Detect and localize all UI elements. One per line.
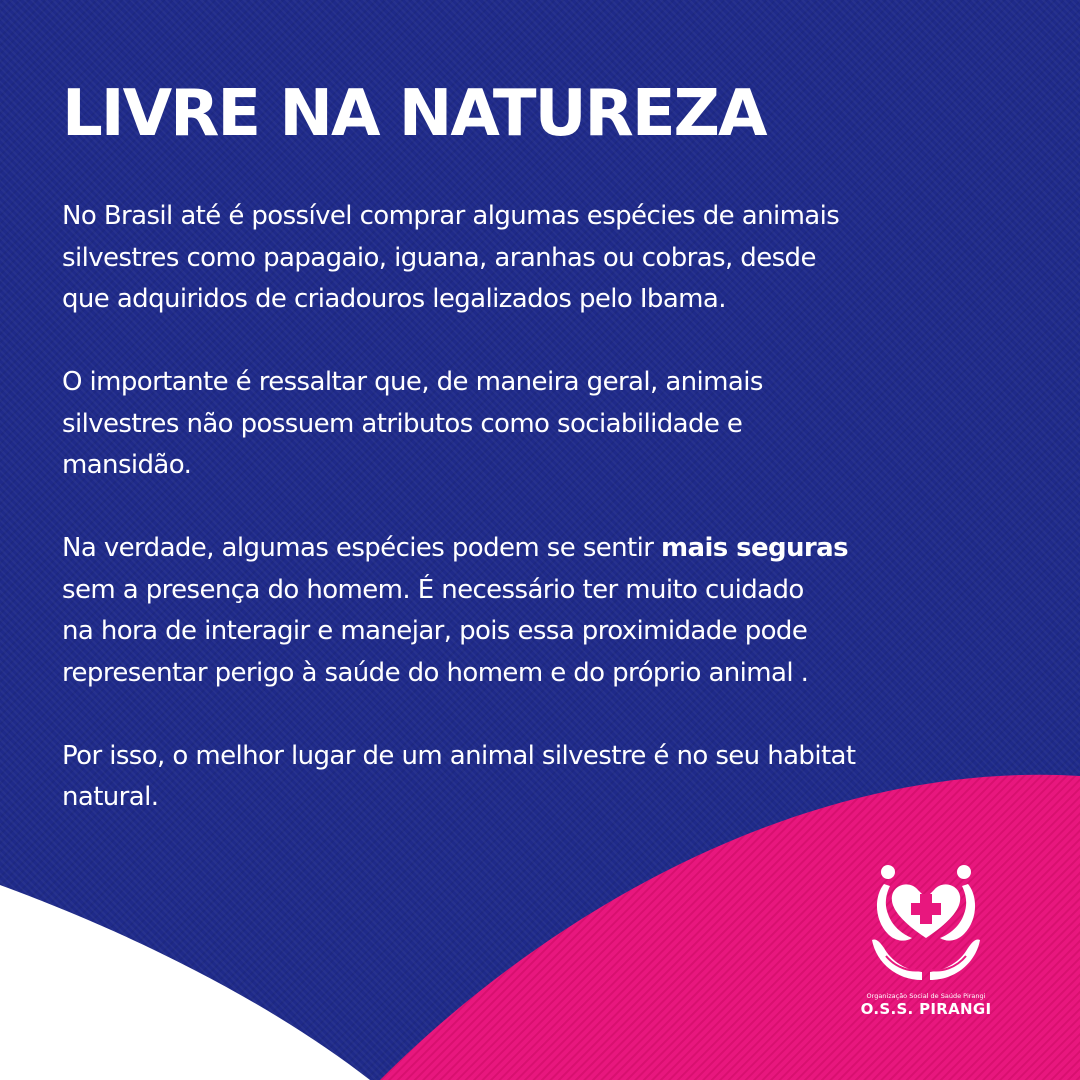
paragraph-2 xyxy=(62,362,942,487)
text-line: sem a presença do homem. É necessário ter muito cuidado xyxy=(62,574,804,605)
text-line: No Brasil até é possível comprar algumas espécies de animais xyxy=(62,201,840,231)
logo-name: O.S.S. PIRANGI xyxy=(860,1000,992,1018)
text-line xyxy=(62,528,942,570)
text-line: mansidão. xyxy=(62,450,192,480)
text-line: que adquiridos de criadouros legalizados pelo Ibama. xyxy=(62,284,726,314)
text-line: silvestres não possuem atributos como sociabilidade e xyxy=(62,408,743,439)
paragraph-1 xyxy=(62,196,942,321)
heart-cross-hands-icon xyxy=(866,862,986,990)
paragraph-3 xyxy=(62,528,942,694)
text-segment: Na verdade, algumas espécies podem se sentir xyxy=(62,533,662,563)
emphasis-text: mais seguras xyxy=(661,533,848,563)
text-line: representar perigo à saúde do homem e do próprio animal . xyxy=(62,657,809,688)
body-text xyxy=(62,196,942,860)
text-line: natural. xyxy=(62,782,159,812)
text-line: silvestres como papagaio, iguana, aranhas ou cobras, desde xyxy=(62,242,816,273)
oss-pirangi-logo xyxy=(860,862,992,1018)
paragraph-4 xyxy=(62,736,942,819)
text-line: O importante é ressaltar que, de maneira geral, animais xyxy=(62,367,763,397)
white-curve-shape xyxy=(0,885,370,1080)
page-title: LIVRE NA NATUREZA xyxy=(62,77,766,151)
text-line: Por isso, o melhor lugar de um animal silvestre é no seu habitat xyxy=(62,740,856,771)
text-line: na hora de interagir e manejar, pois essa proximidade pode xyxy=(62,616,808,646)
logo-caption: Organização Social de Saúde Pirangi xyxy=(866,992,986,1000)
